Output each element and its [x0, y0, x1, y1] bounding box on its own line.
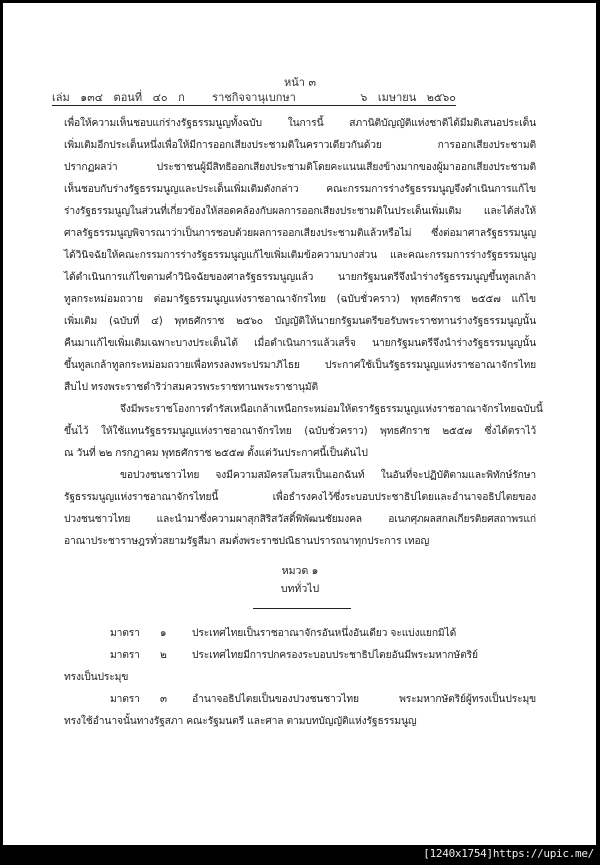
text-line: สืบไป ทรงพระราชดำริว่าสมควรพระราชทานพระราชานุมัติ: [64, 381, 319, 393]
text-line: อาณาประชาราษฎรทั่วสยามรัฐสีมา สมดั่งพระราชปณิธานปรารถนาทุกประการ เทอญ: [64, 535, 430, 547]
section-label: มาตรา: [110, 693, 140, 705]
text-line: ขึ้นทูลเกล้าทูลกระหม่อมถวายเพื่อทรงลงพระปรมาภิไธย ประกาศใช้เป็นรัฐธรรมนูญแห่งราชอาณาจักรไทย: [64, 359, 536, 371]
text-line: ณ วันที่ ๒๒ กรกฎาคม พุทธศักราช ๒๕๕๗ ตั้งแต่วันประกาศนี้เป็นต้นไป: [64, 447, 368, 459]
section-number: ๑: [160, 627, 167, 639]
preamble-paragraph-3: [64, 464, 536, 552]
text-line: รัฐธรรมนูญแห่งราชอาณาจักรไทยนี้ เพื่อธำรงคงไว้ซึ่งระบอบประชาธิปไตยและอำนาจอธิปไตยของ: [64, 491, 536, 503]
section-number: ๓: [160, 693, 167, 705]
chapter-divider: [253, 608, 351, 609]
text-line: ได้วินิจฉัยให้คณะกรรมการร่างรัฐธรรมนูญแก้ไขเพิ่มเติมข้อความบางส่วน และคณะกรรมการร่างรัฐธรรมนูญ: [64, 249, 536, 261]
page-number: หน้า ๓: [284, 76, 316, 89]
section-text: ประเทศไทยเป็นราชอาณาจักรอันหนึ่งอันเดียว จะแบ่งแยกมิได้: [192, 627, 457, 639]
text-line: ขึ้นไว้ ให้ใช้แทนรัฐธรรมนูญแห่งราชอาณาจักรไทย (ฉบับชั่วคราว) พุทธศักราช ๒๕๕๗ ซึ่งได้ตราไว้: [64, 425, 536, 437]
chapter-number: หมวด ๑: [281, 565, 319, 577]
section-continuation: ทรงใช้อำนาจนั้นทางรัฐสภา คณะรัฐมนตรี และศาล ตามบทบัญญัติแห่งรัฐธรรมนูญ: [64, 715, 417, 727]
section-continuation: ทรงเป็นประมุข: [64, 671, 129, 683]
section-text: ประเทศไทยมีการปกครองระบอบประชาธิปไตยอันมีพระมหากษัตริย์: [192, 649, 478, 661]
section-number: ๒: [160, 649, 167, 661]
chapter-title: บททั่วไป: [280, 583, 320, 595]
text-line: เพิ่มเติมอีกประเด็นหนึ่งเพื่อให้มีการออกเสียงประชามติในคราวเดียวกันด้วย การออกเสียงประชามติ: [64, 139, 536, 151]
section-3: [64, 688, 536, 732]
preamble-paragraph-2: [64, 398, 543, 464]
text-line: ทูลกระหม่อมถวาย ต่อมารัฐธรรมนูญแห่งราชอาณาจักรไทย (ฉบับชั่วคราว) พุทธศักราช ๒๕๕๗ แก้ไข: [64, 293, 536, 305]
section-label: มาตรา: [110, 649, 140, 661]
text-line: ปรากฏผลว่า ประชาชนผู้มีสิทธิออกเสียงประชามติโดยคะแนนเสียงข้างมากของผู้มาออกเสียงประชามติ: [64, 161, 536, 173]
text-line: ร่างรัฐธรรมนูญในส่วนที่เกี่ยวข้องให้สอดคล้องกับผลการออกเสียงประชามติในประเด็นเพิ่มเติม และได้ส่งให้: [64, 205, 536, 217]
text-line: คืนมาแก้ไขเพิ่มเติมเฉพาะบางประเด็นได้ เมื่อดำเนินการแล้วเสร็จ นายกรัฐมนตรีจึงนำร่างรัฐธรรมนูญนั้น: [64, 337, 536, 349]
section-1: [64, 622, 536, 644]
volume-issue: เล่ม ๑๓๔ ตอนที่ ๔๐ ก: [52, 91, 185, 104]
text-line: ศาลรัฐธรรมนูญพิจารณาว่าเป็นการชอบด้วยผลการออกเสียงประชามติแล้วหรือไม่ ซึ่งต่อมาศาลรัฐธรรมนูญ: [64, 227, 536, 239]
section-label: มาตรา: [110, 627, 140, 639]
publication-title: ราชกิจจานุเบกษา: [212, 91, 296, 104]
preamble-paragraph-1: [64, 112, 536, 398]
publication-date: ๖ เมษายน ๒๕๖๐: [360, 91, 456, 104]
header-divider: [52, 105, 456, 106]
text-line: ปวงชนชาวไทย และนำมาซึ่งความผาสุกสิริสวัสดิ์พิพัฒนชัยมงคล อเนกศุภผลสกลเกียรติยศสถาพรแก่: [64, 513, 536, 525]
section-text: อำนาจอธิปไตยเป็นของปวงชนชาวไทย พระมหากษัตริย์ผู้ทรงเป็นประมุข: [192, 693, 536, 705]
text-line: จึงมีพระราชโองการดำรัสเหนือเกล้าเหนือกระหม่อมให้ตรารัฐธรรมนูญแห่งราชอาณาจักรไทยฉบับนี้: [120, 403, 543, 415]
text-line: เพิ่มเติม (ฉบับที่ ๔) พุทธศักราช ๒๕๖๐ บัญญัติให้นายกรัฐมนตรีขอรับพระราชทานร่างรัฐธรรมนูญนั้น: [64, 315, 536, 327]
text-line: ได้ดำเนินการแก้ไขตามคำวินิจฉัยของศาลรัฐธรรมนูญแล้ว นายกรัฐมนตรีจึงนำร่างรัฐธรรมนูญขึ้นทูลเกล้า: [64, 271, 536, 283]
text-line: ขอปวงชนชาวไทย จงมีความสมัครสโมสรเป็นเอกฉันท์ ในอันที่จะปฏิบัติตามและพิทักษ์รักษา: [120, 469, 536, 481]
image-watermark: [1240x1754]https://upic.me/: [423, 847, 594, 860]
section-2: [64, 644, 536, 688]
gazette-header: [52, 88, 456, 104]
text-line: เห็นชอบกับร่างรัฐธรรมนูญและประเด็นเพิ่มเติมดังกล่าว คณะกรรมการร่างรัฐธรรมนูญจึงดำเนินการแก้ไข: [64, 183, 536, 195]
text-line: เพื่อให้ความเห็นชอบแก่ร่างรัฐธรรมนูญทั้งฉบับ ในการนี้ สภานิติบัญญัติแห่งชาติได้มีมติเสนอประเด็น: [64, 117, 536, 129]
